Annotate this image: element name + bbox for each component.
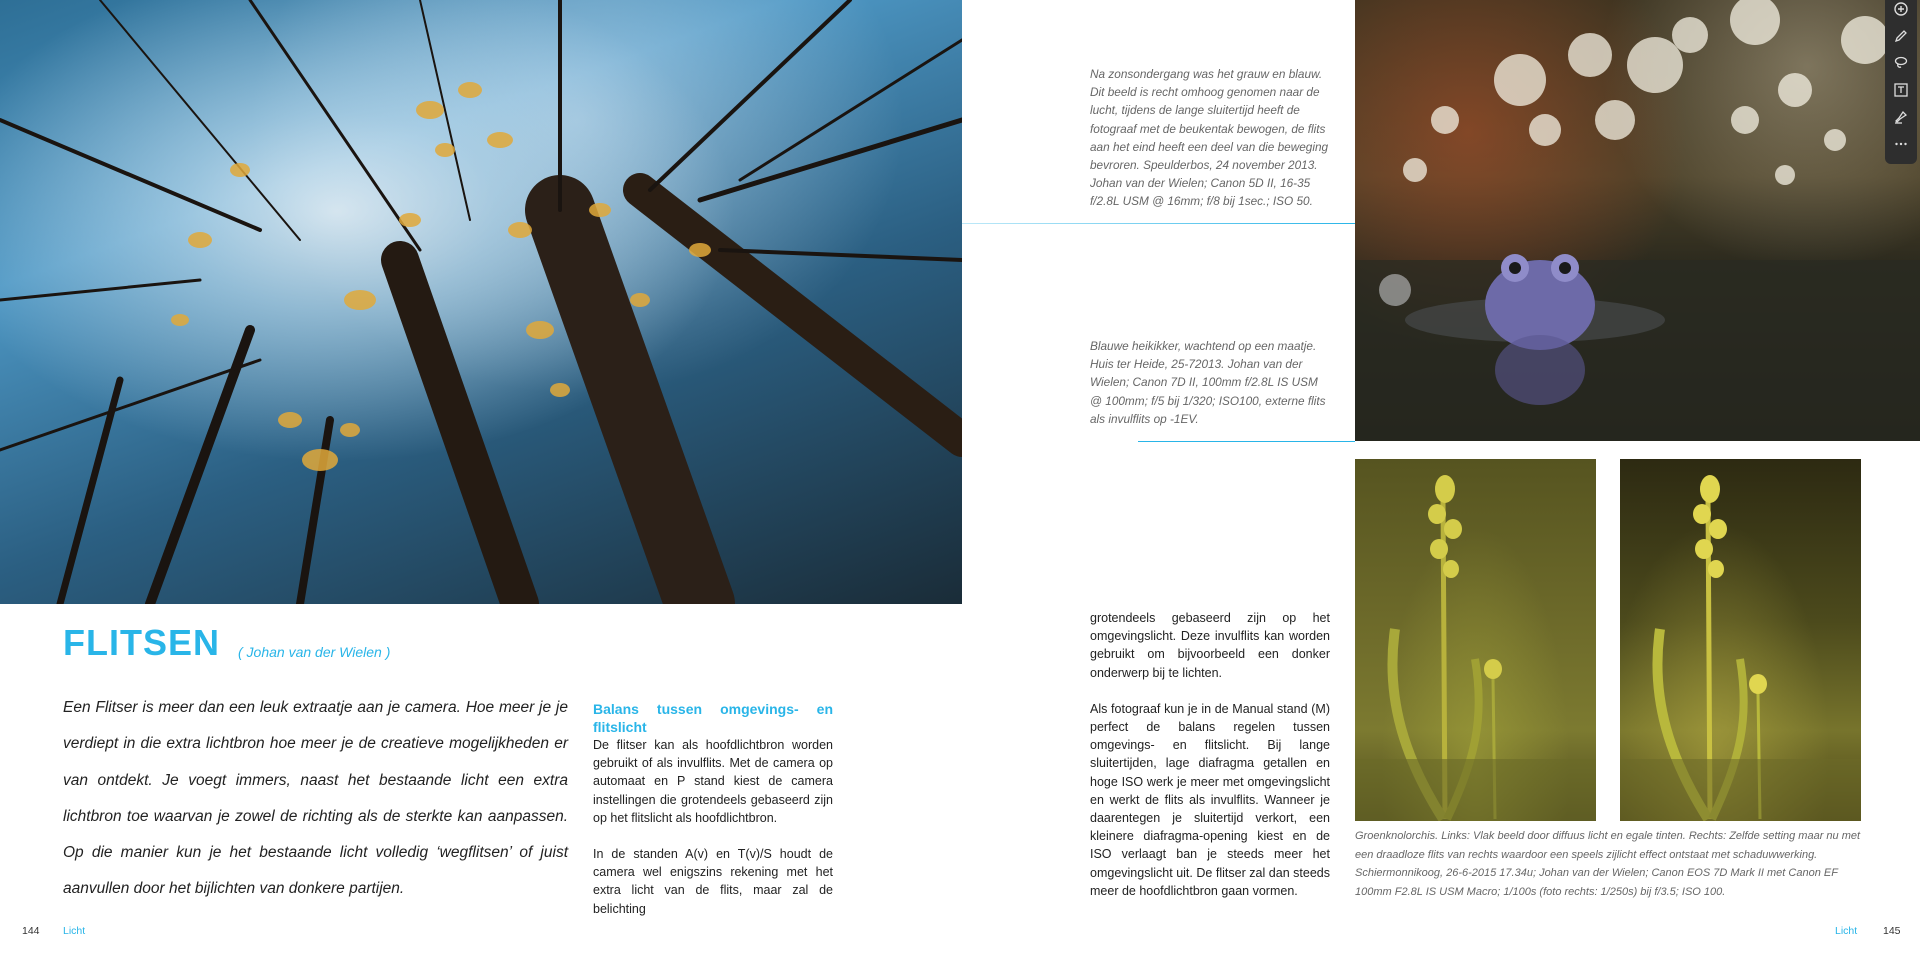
lasso-icon[interactable] [1890,52,1912,74]
body-paragraph: Als fotograaf kun je in de Manual stand (M) perfect de balans regelen tussen omgevings- en flitslicht. Bij lange sluitertijden, lage diafragma getallen en hoge ISO werk je meer met omgevingslicht en werkt de flits als invulflits. Wanneer je daarentegen je sluitertijd verkort, een kleinere diafragma-opening kiest en de ISO verlaagt ban je steeds meer het omgevingslicht uit. De flitser zal dan steeds meer de hoofdlichtbron gaan vormen. [1090,701,1330,898]
caption-rule-forest [962,223,1355,224]
body-column-2 [1090,609,1330,918]
text-box-icon[interactable] [1890,79,1912,101]
section-label-left: Licht [63,925,86,937]
frog-photo-caption: Blauwe heikikker, wachtend op een maatje. Huis ter Heide, 25-72013. Johan van der Wielen; Canon 7D II, 100mm f/2.8L IS USM @ 100mm; f/5 bij 1/320; ISO100, externe flits als invulflits op -1EV. [1090,339,1326,426]
pen-icon[interactable] [1890,25,1912,47]
more-icon[interactable] [1890,133,1912,155]
body-paragraph: grotendeels gebaseerd zijn op het omgevingslicht. Deze invulflits kan worden gebruikt om bijvoorbeeld een donker onderwerp bij te lichten. [1090,611,1330,680]
body-column-1 [593,700,833,936]
section-label-right: Licht [1835,925,1858,937]
orchid-diffuse-light-photo [1355,459,1596,821]
intro-paragraph: Een Flitser is meer dan een leuk extraatje aan je camera. Hoe meer je je verdiept in die extra lichtbron hoe meer je de creatieve mogelijkheden er van ontdekt. Je voegt immers, naast het bestaande licht een extra lichtbron toe waarvan je zowel de richting als de sterkte kan aanpassen. Op die manier kun je het bestaande licht volledig ‘wegflitsen’ of juist aanvullen door het bijlichten van donkere partijen. [63,699,568,898]
highlighter-icon[interactable] [1890,106,1912,128]
chapter-author: ( Johan van der Wielen ) [238,644,391,660]
page-number-right: 145 [1883,925,1901,937]
body-paragraph: In de standen A(v) en T(v)/S houdt de camera wel enigszins rekening met het extra licht van de flits, maar zal de belichting [593,847,833,916]
page-number-left: 144 [22,925,40,937]
orchid-flash-sidelight-photo [1620,459,1861,821]
forest-canopy-photo [0,0,962,604]
chapter-title: FLITSEN [63,622,220,663]
forest-photo-caption: Na zonsondergang was het grauw en blauw. Dit beeld is recht omhoog genomen naar de lucht, tijdens de lange sluitertijd heeft de fotograaf met de beukentak bewogen, de flits aan het eind heeft een deel van die beweging bevroren. Speulderbos, 24 november 2013. Johan van der Wielen; Canon 5D II, 16-35 f/2.8L USM @ 16mm; f/8 bij 1sec.; ISO 50. [1090,67,1329,209]
caption-rule-frog [1138,441,1355,442]
circle-plus-icon[interactable] [1890,0,1912,20]
orchid-photo-caption: Groenknolorchis. Links: Vlak beeld door diffuus licht en egale tinten. Rechts: Zelfde setting maar nu met een draadloze flits van rechts waardoor een speels zijlicht effect ontstaat met schaduwwerking. Schiermonnikoog, 26-6-2015 17.34u; Johan van der Wielen; Canon EOS 7D Mark II met Canon EF 100mm F2.8L IS USM Macro; 1/100s (foto rechts: 1/250s) bij f/3.5; ISO 100. [1355,830,1861,898]
section-heading: Balans tussen omgevings- en flitslicht [593,701,833,735]
moor-frog-photo [1355,0,1920,441]
annotation-toolbar [1885,0,1917,164]
body-paragraph: De flitser kan als hoofdlichtbron worden gebruikt of als invulflits. Met de camera op automaat en P stand kiest de camera instellingen die grotendeels gebaseerd zijn op het flitslicht als hoofdlichtbron. [593,738,833,825]
